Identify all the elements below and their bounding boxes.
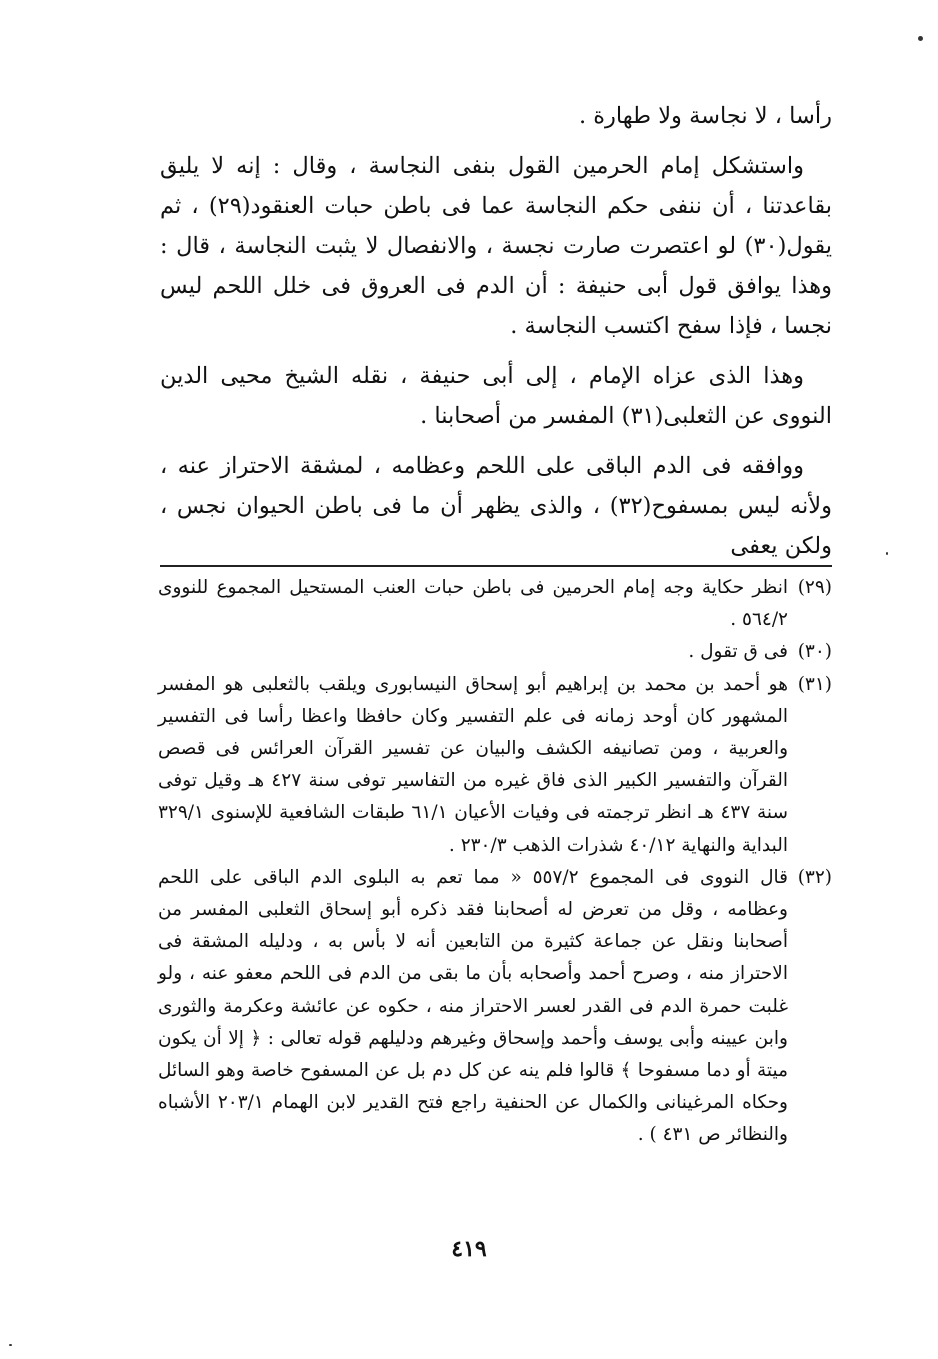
footnote-number: (٣٠): [797, 641, 832, 663]
footnote-text: انظر حكاية وجه إمام الحرمين فى باطن حبات العنب المستحيل المجموع للنووى ٥٦٤/٢ .: [158, 577, 788, 631]
footnote-text: فى ق تقول .: [688, 641, 788, 663]
footnote-divider: [160, 565, 832, 567]
scan-speck: [918, 36, 923, 41]
footnote-number: (٣٢): [797, 866, 832, 888]
footnote-number: (٢٩): [797, 577, 832, 598]
footnote-31: [158, 669, 832, 862]
main-paragraph-3: وهذا الذى عزاه الإمام ، إلى أبى حنيفة ، نقله الشيخ محيى الدين النووى عن الثعلبى(٣١) المفسر من أصحابنا .: [160, 363, 832, 429]
main-text-body: [160, 96, 832, 576]
footnote-30: [158, 636, 832, 668]
scan-speck: [9, 1344, 12, 1346]
main-paragraph-4: ووافقه فى الدم الباقى على اللحم وعظامه ، لمشقة الاحتراز عنه ، ولأنه ليس بمسفوح(٣٢) ، والذى يظهر أن ما فى باطن الحيوان نجس ، ولكن يعفى: [160, 453, 833, 559]
scan-speck: [886, 552, 888, 555]
main-paragraph-1: رأسا ، لا نجاسة ولا طهارة .: [578, 103, 832, 129]
footnote-32: [158, 862, 832, 1152]
footnote-number: (٣١): [797, 673, 832, 695]
footnotes-section: [158, 572, 832, 1152]
footnote-29: [158, 572, 832, 636]
footnote-text: قال النووى فى المجموع ٥٥٧/٢ « مما تعم به البلوى الدم الباقى على اللحم وعظامه ، وقل من تعرض له أصحابنا فقد ذكره أبو إسحاق الثعلبى المفسر من أصحابنا ونقل عن جماعة كثيرة من التابعين أنه لا بأس به ، ودليله المشقة فى الاحتراز منه ، وصرح أحمد وأصحابه بأن ما بقى من الدم فى اللحم معفو عنه ، ولو غلبت حمرة الدم فى القدر لعسر الاحتراز منه ، حكوه عن عائشة وعكرمة والثورى وابن عيينه وأبى يوسف وأحمد وإسحاق وغيرهم ودليلهم قوله تعالى : ﴿ إلا أن يكون ميتة أو دما مسفوحا ﴾ قالوا فلم ينه عن كل دم بل عن المسفوح خاصة وهو السائل وحكاه المرغينانى والكمال عن الحنفية راجع فتح القدير لابن الهمام ٢٠٣/١ الأشباه والنظائر ص ٤٣١ ) .: [158, 866, 788, 1146]
footnote-text: هو أحمد بن محمد بن إبراهيم أبو إسحاق النيسابورى ويلقب بالثعلبى هو المفسر المشهور كان أوحد زمانه فى علم التفسير وكان حافظا واعظا رأسا فى التفسير والعربية ، ومن تصانيفه الكشف والبيان عن تفسير القرآن العرائس فى قصص القرآن والتفسير الكبير الذى فاق غيره من التفاسير توفى سنة ٤٢٧ هـ وقيل توفى سنة ٤٣٧ هـ انظر ترجمته فى وفيات الأعيان ٦١/١ طبقات الشافعية للإسنوى ٣٢٩/١ البداية والنهاية ٤٠/١٢ شذرات الذهب ٢٣٠/٣ .: [158, 673, 788, 856]
page-number: ٤١٩: [451, 1236, 487, 1262]
main-paragraph-2: واستشكل إمام الحرمين القول بنفى النجاسة ، وقال : إنه لا يليق بقاعدتنا ، أن ننفى حكم النجاسة عما فى باطن حبات العنقود(٢٩) ، ثم يقول(٣٠) لو اعتصرت صارت نجسة ، والانفصال لا يثبت النجاسة ، قال : وهذا يوافق قول أبى حنيفة : أن الدم فى العروق فى خلل اللحم ليس نجسا ، فإذا سفح اكتسب النجاسة .: [160, 153, 832, 339]
